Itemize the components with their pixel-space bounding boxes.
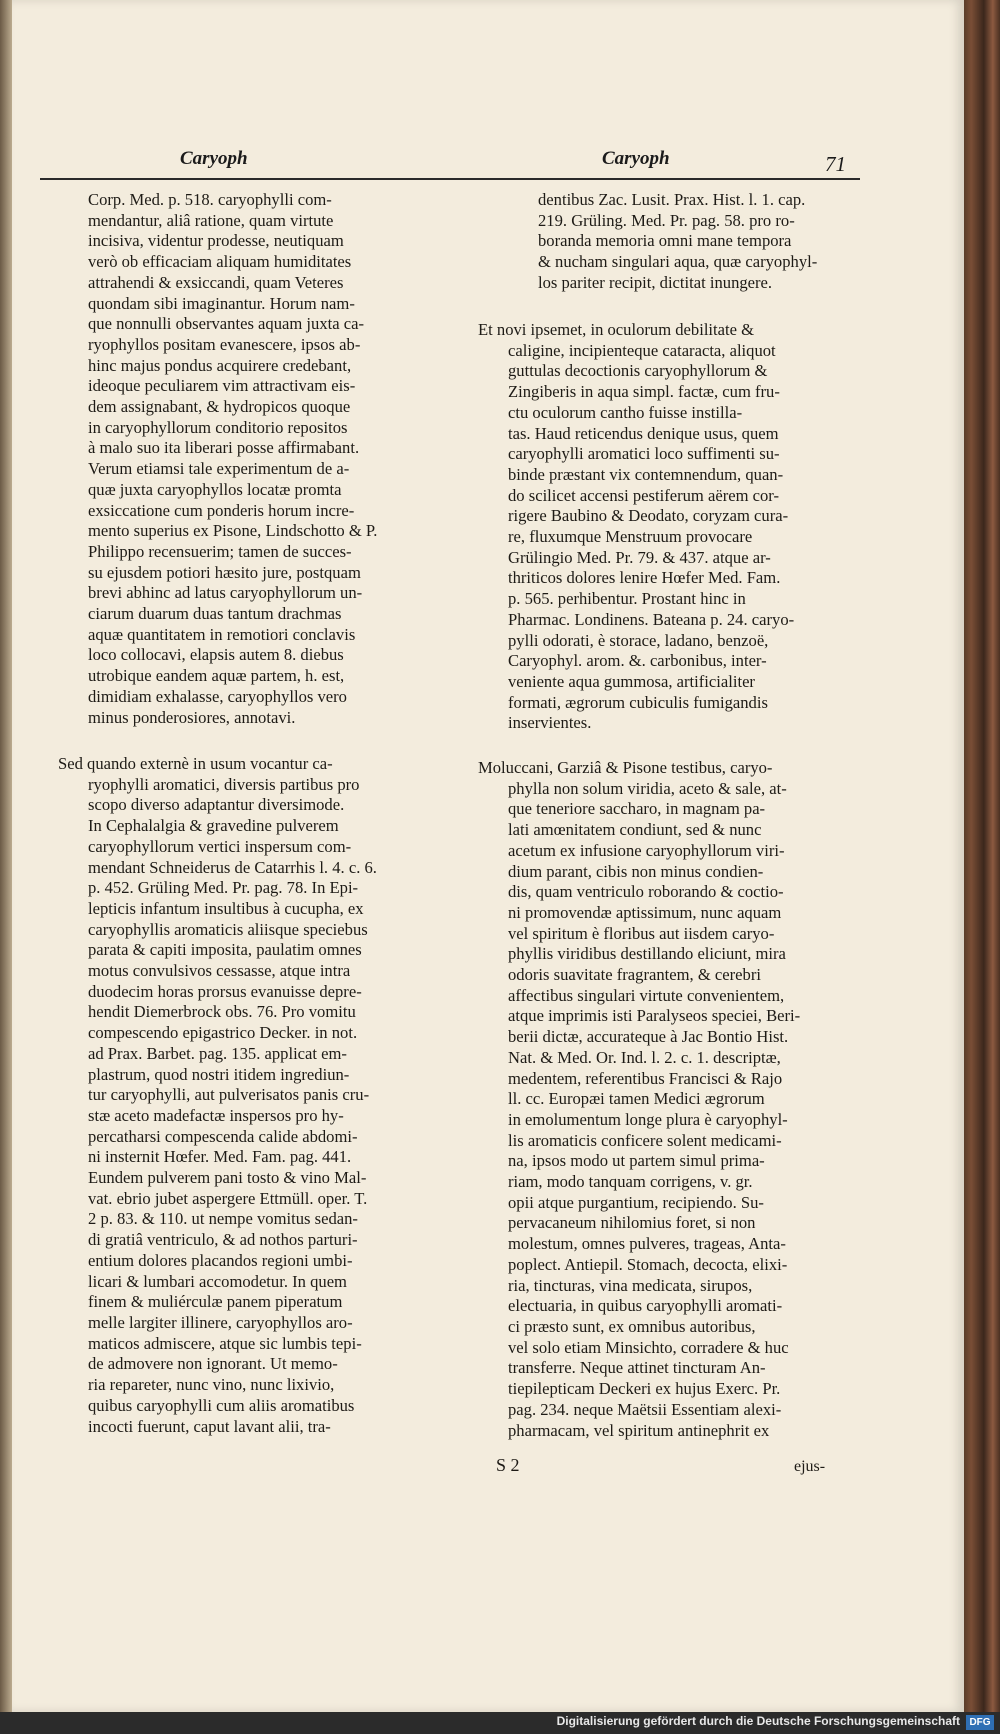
text-line: verò ob efficaciam aliquam humiditates xyxy=(88,252,352,272)
text-line: ci præsto sunt, ex omnibus autoribus, xyxy=(508,1316,756,1336)
text-line: inservientes. xyxy=(508,713,592,733)
text-line: dentibus Zac. Lusit. Prax. Hist. l. 1. cap. xyxy=(538,190,806,209)
text-line: caryophyllis aromaticis aliisque speciebus xyxy=(88,919,368,939)
text-line: ria repareter, nunc vino, nunc lixivio, xyxy=(88,1375,335,1395)
text-line: los pariter recipit, dictitat inungere. xyxy=(538,272,773,292)
text-line: Pharmac. Londinens. Bateana p. 24. caryo- xyxy=(508,609,795,629)
text-line: scopo diverso adaptantur diversimode. xyxy=(88,795,345,815)
text-line: atque imprimis isti Paralyseos speciei, Beri- xyxy=(508,1006,801,1026)
text-line: quæ juxta caryophyllos locatæ promta xyxy=(88,479,342,499)
text-line: dium parant, cibis non minus condien- xyxy=(508,861,764,881)
text-line: berii dictæ, accurateque à Jac Bontio Hist. xyxy=(508,1027,789,1047)
text-line: rigere Baubino & Deodato, coryzam cura- xyxy=(508,506,789,526)
text-line: hinc majus pondus acquirere credebant, xyxy=(88,355,352,375)
text-line: motus convulsivos cessasse, atque intra xyxy=(88,961,351,981)
text-line: su ejusdem potiori hæsito jure, postquam xyxy=(88,562,361,582)
header-rule xyxy=(40,178,860,180)
text-line: di gratiâ ventriculo, & ad nothos parturi- xyxy=(88,1230,358,1250)
text-line: dimidiam exhalasse, caryophyllos vero xyxy=(88,686,347,706)
text-line: vel spiritum è floribus aut iisdem caryo- xyxy=(508,923,775,943)
left-paragraph-1 xyxy=(58,190,418,728)
book-binding xyxy=(964,0,1000,1712)
text-line: ideoque peculiarem vim attractivam eis- xyxy=(88,376,356,396)
text-line: pharmacam, vel spiritum antinephrit ex xyxy=(508,1420,770,1440)
text-line: ctu oculorum cantho fuisse instilla- xyxy=(508,402,743,422)
text-line: ad Prax. Barbet. pag. 135. applicat em- xyxy=(88,1043,347,1063)
text-line: exsiccatione cum ponderis horum incre- xyxy=(88,500,355,520)
text-line: tiepilepticam Deckeri ex hujus Exerc. Pr. xyxy=(508,1379,781,1399)
text-line: odoris suavitate fragrantem, & cerebri xyxy=(508,965,761,985)
text-line: guttulas decoctionis caryophyllorum & xyxy=(508,361,768,381)
text-line: vat. ebrio jubet aspergere Ettmüll. oper. T. xyxy=(88,1188,368,1208)
text-line: p. 565. perhibentur. Prostant hinc in xyxy=(508,589,746,609)
right-paragraph-3 xyxy=(478,758,838,1441)
text-line: in emolumentum longe plura è caryophyl- xyxy=(508,1109,788,1129)
text-line: parata & capiti imposita, paulatim omnes xyxy=(88,940,362,960)
text-line: phyllis viridibus destillando eliciunt, mira xyxy=(508,944,786,964)
right-paragraph-2 xyxy=(478,320,838,734)
text-line: caryophylli aromatici loco suffimenti su- xyxy=(508,444,780,464)
text-line: caryophyllorum vertici inspersum com- xyxy=(88,836,352,856)
text-line: re, fluxumque Menstruum provocare xyxy=(508,527,753,547)
text-line: medentem, referentibus Francisci & Rajo xyxy=(508,1068,783,1088)
text-line: transferre. Neque attinet tincturam An- xyxy=(508,1358,766,1378)
text-line: brevi abhinc ad latus caryophyllorum un- xyxy=(88,583,363,603)
text-line: mendant Schneiderus de Catarrhis l. 4. c. 6. xyxy=(88,857,377,877)
text-line: attrahendi & exsiccandi, quam Veteres xyxy=(88,272,344,292)
text-line: compescendo epigastrico Decker. in not. xyxy=(88,1023,358,1043)
text-line: dis, quam ventriculo roborando & coctio- xyxy=(508,882,784,902)
running-head-left: Caryoph xyxy=(180,148,248,169)
text-line: pag. 234. neque Maëtsii Essentiam alexi- xyxy=(508,1399,782,1419)
text-line: p. 452. Grüling Med. Pr. pag. 78. In Epi- xyxy=(88,878,359,898)
text-line: Sed quando externè in usum vocantur ca- xyxy=(58,754,333,773)
text-line: boranda memoria omni mane tempora xyxy=(538,231,792,251)
text-line: in caryophyllorum conditorio repositos xyxy=(88,417,348,437)
text-line: ll. cc. Europæi tamen Medici ægrorum xyxy=(508,1089,765,1109)
page-number: 71 xyxy=(825,152,846,176)
text-line: lepticis infantum insultibus à cucupha, ex xyxy=(88,898,364,918)
text-line: pervacaneum nihilomius foret, si non xyxy=(508,1213,756,1233)
text-line: que nonnulli observantes aquam juxta ca- xyxy=(88,314,365,334)
text-line: quibus caryophylli cum aliis aromatibus xyxy=(88,1395,355,1415)
left-paragraph-2 xyxy=(58,754,418,1437)
text-line: percatharsi compescenda calide abdomi- xyxy=(88,1126,358,1146)
text-line: minus ponderosiores, annotavi. xyxy=(88,707,296,727)
text-line: acetum ex infusione caryophyllorum viri- xyxy=(508,840,785,860)
text-line: Corp. Med. p. 518. caryophylli com- xyxy=(88,190,332,209)
text-line: Zingiberis in aqua simpl. factæ, cum fru- xyxy=(508,382,780,402)
text-line: aquæ quantitatem in remotiori conclavis xyxy=(88,624,356,644)
text-line: quondam sibi imaginantur. Horum nam- xyxy=(88,293,355,313)
text-line: ria, tincturas, vina medicata, sirupos, xyxy=(508,1275,753,1295)
text-line: Moluccani, Garziâ & Pisone testibus, caryo- xyxy=(478,758,773,777)
text-line: & nucham singulari aqua, quæ caryophyl- xyxy=(538,252,818,272)
text-line: stæ aceto madefactæ inspersos pro hy- xyxy=(88,1105,344,1125)
text-line: affectibus singulari virtute convenientem, xyxy=(508,985,785,1005)
text-line: Verum etiamsi tale experimentum de a- xyxy=(88,459,350,479)
text-line: caligine, incipienteque cataracta, aliquot xyxy=(508,340,776,360)
text-line: maticos admiscere, atque sic lumbis tepi- xyxy=(88,1333,362,1353)
dfg-logo: DFG xyxy=(966,1715,994,1730)
text-line: hendit Diemerbrock obs. 76. Pro vomitu xyxy=(88,1002,356,1022)
text-line: de admovere non ignorant. Ut memo- xyxy=(88,1354,338,1374)
text-line: ryophylli aromatici, diversis partibus pro xyxy=(88,774,360,794)
text-line: 219. Grüling. Med. Pr. pag. 58. pro ro- xyxy=(538,210,795,230)
text-line: vel solo etiam Minsichto, corradere & huc xyxy=(508,1337,789,1357)
text-line: Philippo recensuerim; tamen de succes- xyxy=(88,541,352,561)
text-line: In Cephalalgia & gravedine pulverem xyxy=(88,816,339,836)
text-line: opii atque purgantium, recipiendo. Su- xyxy=(508,1192,764,1212)
text-line: incisiva, videntur prodesse, neutiquam xyxy=(88,231,344,251)
text-line: ni insternit Hœfer. Med. Fam. pag. 441. xyxy=(88,1147,352,1167)
catchword: ejus- xyxy=(794,1458,826,1475)
text-line: do scilicet accensi pestiferum aërem cor- xyxy=(508,485,780,505)
text-line: phylla non solum viridia, aceto & sale, at- xyxy=(508,778,787,798)
right-paragraph-1 xyxy=(508,190,868,294)
text-line: Nat. & Med. Or. Ind. l. 2. c. 1. descriptæ, xyxy=(508,1047,781,1067)
footer-credit: Digitalisierung gefördert durch die Deutsche Forschungsgemeinschaft xyxy=(556,1714,960,1728)
text-line: melle largiter illinere, caryophyllos aro- xyxy=(88,1312,353,1332)
text-line: incocti fuerunt, caput lavant alii, tra- xyxy=(88,1416,331,1436)
text-line: que teneriore saccharo, in magnam pa- xyxy=(508,799,766,819)
text-line: ciarum duarum duas tantum drachmas xyxy=(88,604,342,624)
text-line: utrobique eandem aquæ partem, h. est, xyxy=(88,666,345,686)
text-line: formati, ægrorum cubiculis fumigandis xyxy=(508,692,768,712)
text-line: finem & muliérculæ panem piperatum xyxy=(88,1292,343,1312)
text-line: tas. Haud reticendus denique usus, quem xyxy=(508,423,779,443)
text-line: entium dolores placandos regioni umbi- xyxy=(88,1250,353,1270)
text-line: thriticos dolores lenire Hœfer Med. Fam. xyxy=(508,568,781,588)
text-line: Grülingio Med. Pr. 79. & 437. atque ar- xyxy=(508,547,771,567)
text-line: plastrum, quod nostri itidem ingrediun- xyxy=(88,1064,350,1084)
text-line: licari & lumbari accomodetur. In quem xyxy=(88,1271,347,1291)
text-line: ryophyllos positam evanescere, ipsos ab- xyxy=(88,334,361,354)
text-line: binde præstant vix contemnendum, quan- xyxy=(508,464,784,484)
text-line: pylli odorati, è storace, ladano, benzoë, xyxy=(508,630,769,650)
text-line: molestum, omnes pulveres, trageas, Anta- xyxy=(508,1234,786,1254)
text-line: Et novi ipsemet, in oculorum debilitate & xyxy=(478,320,755,339)
text-line: à malo suo ita liberari posse affirmabant. xyxy=(88,438,360,458)
text-line: Eundem pulverem pani tosto & vino Mal- xyxy=(88,1168,367,1188)
text-line: riam, modo tanquam corrigens, v. gr. xyxy=(508,1172,753,1192)
text-line: tur caryophylli, aut pulverisatos panis cru- xyxy=(88,1085,370,1105)
text-line: duodecim horas prorsus evanuisse depre- xyxy=(88,981,362,1001)
text-line: poplect. Antiepil. Stomach, decocta, elixi- xyxy=(508,1254,788,1274)
text-line: electuaria, in quibus caryophylli aromati- xyxy=(508,1296,783,1316)
text-line: ni promovendæ aptissimum, nunc aquam xyxy=(508,902,782,922)
text-line: mendantur, aliâ ratione, quam virtute xyxy=(88,210,334,230)
text-line: 2 p. 83. & 110. ut nempe vomitus sedan- xyxy=(88,1209,358,1229)
text-line: lati amœnitatem condiunt, sed & nunc xyxy=(508,820,762,840)
text-line: dem assignabant, & hydropicos quoque xyxy=(88,397,351,417)
text-line: veniente aqua gummosa, artificialiter xyxy=(508,671,755,691)
signature-mark: S 2 xyxy=(496,1455,520,1475)
text-line: lis aromaticis conficere solent medicami- xyxy=(508,1130,782,1150)
running-head-right: Caryoph xyxy=(602,148,670,169)
text-line: loco collocavi, elapsis autem 8. diebus xyxy=(88,645,344,665)
text-line: na, ipsos modo ut partem simul prima- xyxy=(508,1151,765,1171)
text-line: mento superius ex Pisone, Lindschotto & P. xyxy=(88,521,378,541)
text-line: Caryophyl. arom. &. carbonibus, inter- xyxy=(508,651,767,671)
